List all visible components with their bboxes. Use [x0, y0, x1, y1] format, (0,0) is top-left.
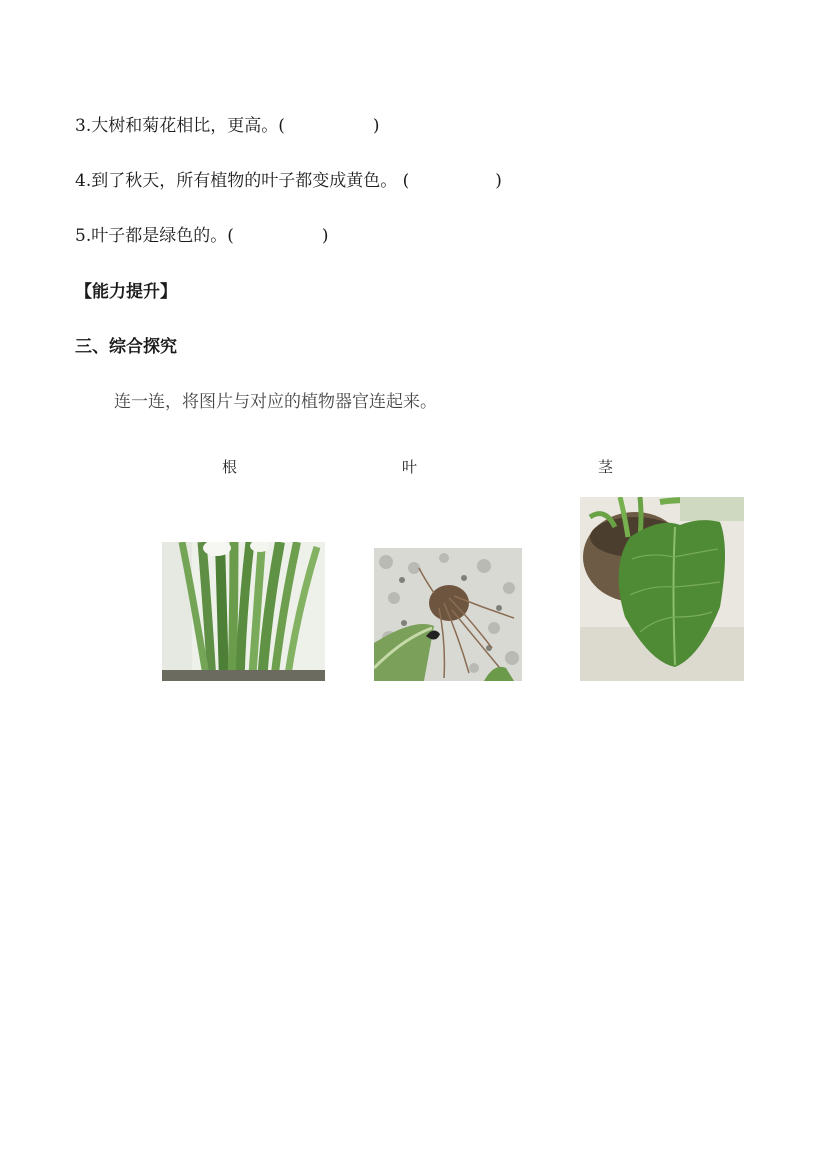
leaf-photo[interactable]	[580, 497, 744, 681]
question-5	[75, 225, 329, 247]
instruction-text: 连一连，将图片与对应的植物器官连起来。	[114, 392, 437, 412]
question-5-text: 5.叶子都是绿色的。(	[75, 226, 234, 246]
question-3-close-paren: )	[372, 116, 380, 136]
root-photo[interactable]	[374, 548, 522, 681]
question-4-text: 4.到了秋天，所有植物的叶子都变成黄色。 (	[75, 171, 410, 191]
ability-heading: 【能力提升】	[75, 282, 177, 302]
organ-label-root[interactable]: 根	[222, 458, 238, 476]
section-heading: 三、综合探究	[75, 337, 177, 357]
question-3-text: 3.大树和菊花相比，更高。(	[75, 116, 285, 136]
question-4	[75, 170, 502, 192]
question-4-close-paren: )	[495, 171, 502, 191]
organ-label-leaf[interactable]: 叶	[402, 458, 418, 476]
question-5-close-paren: )	[321, 226, 329, 246]
organ-label-stem[interactable]: 茎	[598, 458, 614, 476]
question-3	[75, 115, 380, 137]
stem-photo[interactable]	[162, 542, 325, 681]
